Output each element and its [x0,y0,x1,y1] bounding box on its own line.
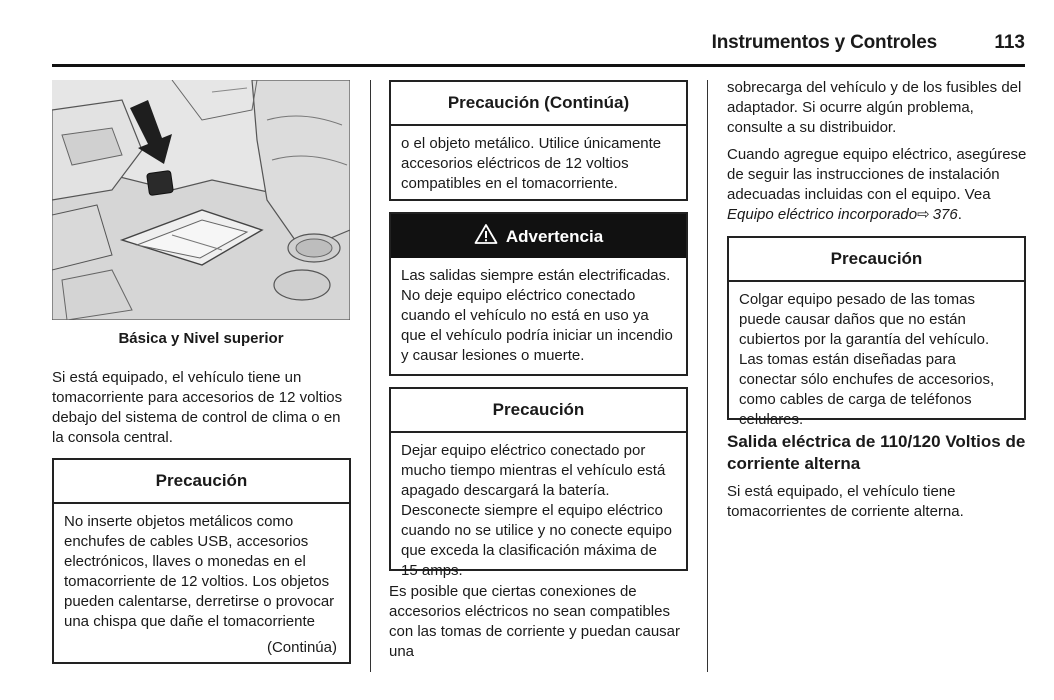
warning-triangle-icon [474,223,498,245]
caution-box-3 [727,236,1026,428]
caution-box-3-body: Colgar equipo pesado de las tomas puede causar daños que no están cubiertos por la garantía del vehículo. Las tomas están diseñadas para conectar sólo enchufes de accesorios, como cables de carga de teléfonos celulares. [739,291,995,428]
caution-box-2 [389,387,688,579]
caution-continued-body: o el objeto metálico. Utilice únicamente accesorios eléctricos de 12 voltios compatibles en el tomacorriente. [401,135,662,192]
intro-paragraph: Si está equipado, el vehículo tiene un tomacorriente para accesorios de 12 voltios debajo del sistema de control de clima o en la consola central. [52,369,343,446]
caution-continued-title: Precaución (Continúa) [391,82,686,126]
column-divider-1 [370,80,371,672]
warning-title-text: Advertencia [505,227,604,246]
caution-box-2-body: Dejar equipo eléctrico conectado por mucho tiempo mientras el vehículo está apagado descargará la batería. Desconecte siempre el equipo eléctrico cuando no se utilice y no conecte equipo que exceda la clasificación máxima de 15 amps. [401,442,673,579]
caution-continued-box [389,80,688,201]
caution-box-1-body [54,504,349,664]
installation-paragraph [727,145,1027,225]
cross-reference-link[interactable]: Equipo eléctrico incorporado [727,206,918,223]
power-outlet-console-illustration [52,80,350,320]
column-divider-2 [707,80,708,672]
caution-box-3-title: Precaución [729,238,1024,282]
figure-caption: Básica y Nivel superior [118,330,284,347]
cross-reference-page[interactable]: 376 [932,206,958,223]
page-arrow-icon: ⇨ [917,206,930,223]
installation-end: . [957,206,962,223]
caution-box-1-title: Precaución [54,460,349,504]
caution-box-1-text: No inserte objetos metálicos como enchufes de cables USB, accesorios electrónicos, llaves o monedas en el tomacorriente de 12 voltios. Los objetos pueden calentarse, derretirse o provocar una chispa que dañe el tomacorriente [64,513,335,630]
ac-outlet-paragraph: Si está equipado, el vehículo tiene tomacorrientes de corriente alterna. [727,483,964,520]
compatibility-paragraph: Es posible que ciertas conexiones de accesorios eléctricos no sean compatibles con las tomas de corriente y puedan causar una [389,583,680,660]
overload-paragraph: sobrecarga del vehículo y de los fusibles del adaptador. Si ocurre algún problema, consulte a su distribuidor. [727,79,1022,136]
continued-label: (Continúa) [266,639,337,656]
ac-outlet-heading: Salida eléctrica de 110/120 Voltios de corriente alterna [727,432,1026,473]
section-title: Instrumentos y Controles [711,32,937,53]
installation-text: Cuando agregue equipo eléctrico, asegúrese de seguir las instrucciones de instalación adecuadas incluidas con el equipo. Vea [727,146,1027,203]
page-header [52,28,1025,67]
caution-box-2-title: Precaución [391,389,686,433]
warning-box-title [391,214,686,258]
warning-box [389,212,688,376]
caution-box-1 [52,458,351,664]
warning-box-body: Las salidas siempre están electrificadas. No deje equipo eléctrico conectado cuando el vehículo no está en uso ya que el vehículo podría iniciar un incendio y causar lesiones o muerte. [401,267,673,364]
page-number: 113 [994,32,1025,53]
